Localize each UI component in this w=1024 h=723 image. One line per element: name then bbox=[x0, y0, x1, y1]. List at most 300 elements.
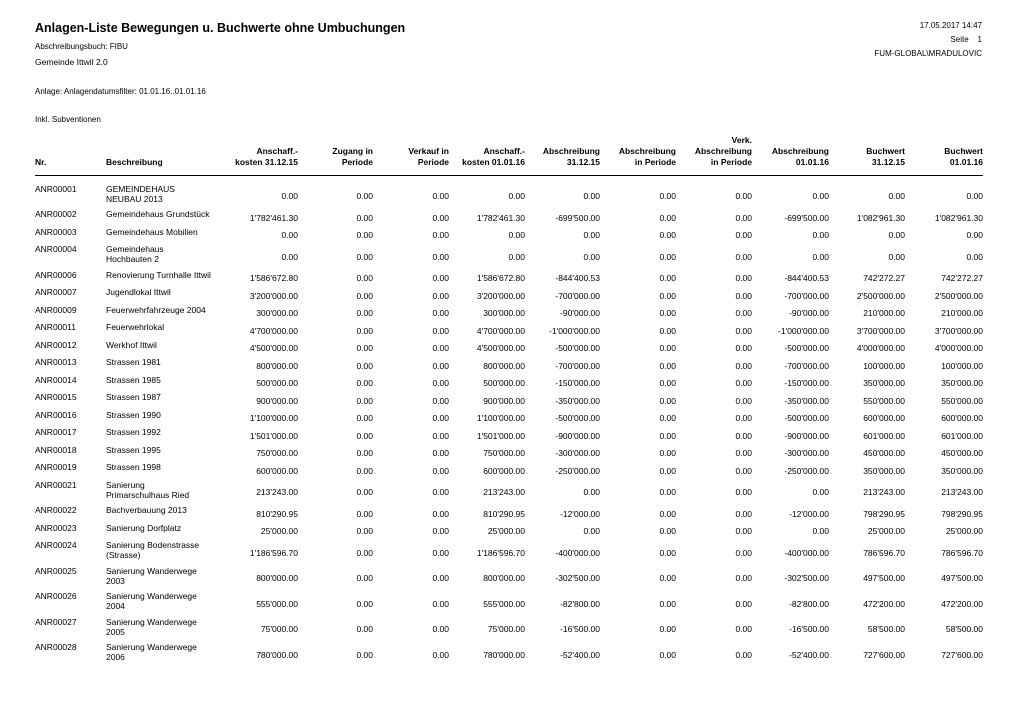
amount-cell: 800'000.00 bbox=[483, 360, 525, 371]
amount-cell: 0.00 bbox=[966, 251, 983, 262]
table-row bbox=[35, 566, 983, 592]
asset-description bbox=[106, 184, 228, 210]
description-line-1: Strassen 1985 bbox=[106, 374, 161, 385]
asset-number: ANR00025 bbox=[35, 565, 77, 576]
amount-cell: 1'501'000.00 bbox=[476, 430, 525, 441]
print-datetime: 17.05.2017 14:47 bbox=[919, 21, 982, 30]
description-line-1: Feuerwehrlokal bbox=[106, 322, 165, 332]
asset-description bbox=[106, 287, 228, 305]
amount-cell: 786'596.70 bbox=[941, 547, 983, 558]
amount-cell: 0.00 bbox=[812, 251, 829, 262]
amount-cell: 600'000.00 bbox=[483, 465, 525, 476]
asset-number: ANR00023 bbox=[35, 522, 77, 533]
amount-cell: 0.00 bbox=[356, 573, 373, 584]
amount-cell: 0.00 bbox=[966, 230, 983, 241]
amount-cell: 0.00 bbox=[735, 290, 752, 301]
description-line-1: Gemeindehaus bbox=[106, 244, 164, 254]
amount-cell: 555'000.00 bbox=[256, 598, 298, 609]
amount-cell: 75'000.00 bbox=[487, 624, 525, 635]
amount-cell: 3'200'000.00 bbox=[476, 290, 525, 301]
amount-cell: 450'000.00 bbox=[863, 448, 905, 459]
amount-cell: 1'082'961.30 bbox=[856, 212, 905, 223]
table-row bbox=[35, 392, 983, 410]
col-header-book-value-end: Buchwert 01.01.16 bbox=[905, 135, 983, 176]
amount-cell: 0.00 bbox=[659, 508, 676, 519]
amount-cell: 0.00 bbox=[735, 598, 752, 609]
amount-cell: 58'500.00 bbox=[867, 624, 905, 635]
amount-cell: 1'082'961.30 bbox=[934, 212, 983, 223]
amount-cell: 350'000.00 bbox=[863, 465, 905, 476]
amount-cell: 810'290.95 bbox=[483, 508, 525, 519]
amount-cell: 472'200.00 bbox=[941, 598, 983, 609]
description-line-2: 2003 bbox=[106, 575, 125, 586]
amount-cell: 0.00 bbox=[356, 325, 373, 336]
amount-cell: 0.00 bbox=[888, 251, 905, 262]
amount-cell: -52'400.00 bbox=[560, 649, 600, 660]
amount-cell: 213'243.00 bbox=[863, 487, 905, 498]
amount-cell: -699'500.00 bbox=[555, 212, 600, 223]
amount-cell: 0.00 bbox=[659, 598, 676, 609]
asset-description bbox=[106, 340, 228, 358]
amount-cell: 3'700'000.00 bbox=[934, 325, 983, 336]
table-row bbox=[35, 642, 983, 668]
description-line-2: 2006 bbox=[106, 652, 125, 662]
amount-cell: 0.00 bbox=[735, 273, 752, 284]
amount-cell: 0.00 bbox=[735, 547, 752, 558]
amount-cell: 0.00 bbox=[812, 487, 829, 498]
description-line-1: Sanierung Dorfplatz bbox=[106, 522, 182, 533]
asset-description bbox=[106, 505, 228, 523]
amount-cell: 0.00 bbox=[735, 465, 752, 476]
amount-cell: 0.00 bbox=[659, 191, 676, 202]
amount-cell: 350'000.00 bbox=[941, 465, 983, 476]
description-line-2: (Strasse) bbox=[106, 550, 141, 560]
description-line-1: Strassen 1995 bbox=[106, 444, 161, 455]
amount-cell: 0.00 bbox=[659, 273, 676, 284]
table-row bbox=[35, 462, 983, 480]
asset-number: ANR00002 bbox=[35, 209, 77, 219]
amount-cell: 0.00 bbox=[659, 395, 676, 406]
table-row bbox=[35, 505, 983, 523]
description-line-1: Gemeindehaus Grundstück bbox=[106, 209, 210, 219]
asset-description bbox=[106, 445, 228, 463]
amount-cell: -900'000.00 bbox=[784, 430, 829, 441]
amount-cell: 0.00 bbox=[356, 360, 373, 371]
table-row bbox=[35, 305, 983, 323]
table-row bbox=[35, 244, 983, 270]
asset-number: ANR00017 bbox=[35, 427, 77, 437]
asset-description bbox=[106, 392, 228, 410]
amount-cell: 1'100'000.00 bbox=[249, 413, 298, 424]
table-row bbox=[35, 540, 983, 566]
amount-cell: 800'000.00 bbox=[256, 573, 298, 584]
asset-description bbox=[106, 523, 228, 541]
amount-cell: 0.00 bbox=[812, 230, 829, 241]
amount-cell: 472'200.00 bbox=[863, 598, 905, 609]
table-row bbox=[35, 445, 983, 463]
asset-number: ANR00003 bbox=[35, 226, 77, 237]
amount-cell: 0.00 bbox=[432, 649, 449, 660]
amount-cell: 0.00 bbox=[356, 508, 373, 519]
amount-cell: 3'700'000.00 bbox=[856, 325, 905, 336]
asset-number: ANR00026 bbox=[35, 591, 77, 601]
amount-cell: 0.00 bbox=[432, 465, 449, 476]
amount-cell: 0.00 bbox=[659, 547, 676, 558]
amount-cell: 0.00 bbox=[659, 465, 676, 476]
col-header-disposal-depreciation: Verk. Abschreibung in Periode bbox=[676, 135, 752, 176]
asset-number: ANR00007 bbox=[35, 287, 77, 297]
amount-cell: 1'186'596.70 bbox=[249, 547, 298, 558]
date-filter: Anlage: Anlagendatumsfilter: 01.01.16..01.01.16 bbox=[35, 87, 206, 96]
amount-cell: 750'000.00 bbox=[483, 448, 525, 459]
table-row bbox=[35, 357, 983, 375]
amount-cell: 0.00 bbox=[432, 547, 449, 558]
table-row bbox=[35, 227, 983, 245]
col-header-additions: Zugang in Periode bbox=[298, 135, 373, 176]
amount-cell: 0.00 bbox=[735, 508, 752, 519]
amount-cell: 210'000.00 bbox=[941, 308, 983, 319]
amount-cell: 213'243.00 bbox=[941, 487, 983, 498]
amount-cell: -700'000.00 bbox=[555, 290, 600, 301]
description-line-1: Sanierung Wanderwege bbox=[106, 591, 197, 601]
asset-description bbox=[106, 427, 228, 445]
amount-cell: 0.00 bbox=[432, 430, 449, 441]
amount-cell: 4'500'000.00 bbox=[249, 343, 298, 354]
amount-cell: -900'000.00 bbox=[555, 430, 600, 441]
amount-cell: -699'500.00 bbox=[784, 212, 829, 223]
amount-cell: 0.00 bbox=[356, 395, 373, 406]
amount-cell: 0.00 bbox=[659, 290, 676, 301]
amount-cell: -500'000.00 bbox=[555, 413, 600, 424]
amount-cell: 0.00 bbox=[659, 573, 676, 584]
amount-cell: 25'000.00 bbox=[867, 526, 905, 537]
amount-cell: 727'600.00 bbox=[941, 649, 983, 660]
col-header-disposals: Verkauf in Periode bbox=[373, 135, 449, 176]
description-line-2: 2004 bbox=[106, 601, 125, 611]
description-line-1: Werkhof Ittwil bbox=[106, 339, 157, 350]
description-line-1: Sanierung bbox=[106, 479, 145, 490]
amount-cell: 810'290.95 bbox=[256, 508, 298, 519]
amount-cell: 600'000.00 bbox=[863, 413, 905, 424]
col-header-book-value-start: Buchwert 31.12.15 bbox=[829, 135, 905, 176]
table-row bbox=[35, 523, 983, 541]
amount-cell: 450'000.00 bbox=[941, 448, 983, 459]
col-header-depreciation-period: Abschreibung in Periode bbox=[600, 135, 676, 176]
amount-cell: 1'782'461.30 bbox=[476, 212, 525, 223]
amount-cell: 58'500.00 bbox=[945, 624, 983, 635]
asset-description bbox=[106, 209, 228, 227]
asset-number: ANR00022 bbox=[35, 505, 77, 515]
col-header-description: Beschreibung bbox=[106, 135, 228, 176]
description-line-1: Strassen 1998 bbox=[106, 462, 161, 472]
amount-cell: 0.00 bbox=[735, 573, 752, 584]
asset-number: ANR00004 bbox=[35, 244, 77, 254]
amount-cell: 0.00 bbox=[659, 212, 676, 223]
asset-description bbox=[106, 410, 228, 428]
col-header-acquisition-cost-end: Anschaff.- kosten 01.01.16 bbox=[449, 135, 525, 176]
amount-cell: 0.00 bbox=[432, 413, 449, 424]
description-line-1: Sanierung Wanderwege bbox=[106, 565, 197, 576]
amount-cell: 0.00 bbox=[356, 448, 373, 459]
asset-number: ANR00006 bbox=[35, 269, 77, 280]
amount-cell: -350'000.00 bbox=[555, 395, 600, 406]
asset-description bbox=[106, 540, 228, 566]
amount-cell: 0.00 bbox=[583, 487, 600, 498]
amount-cell: 500'000.00 bbox=[256, 378, 298, 389]
amount-cell: 0.00 bbox=[659, 230, 676, 241]
amount-cell: 0.00 bbox=[735, 448, 752, 459]
amount-cell: 727'600.00 bbox=[863, 649, 905, 660]
amount-cell: 0.00 bbox=[432, 230, 449, 241]
amount-cell: 75'000.00 bbox=[260, 624, 298, 635]
asset-number: ANR00024 bbox=[35, 540, 77, 550]
asset-description bbox=[106, 591, 228, 617]
amount-cell: 1'586'672.80 bbox=[249, 273, 298, 284]
amount-cell: 786'596.70 bbox=[863, 547, 905, 558]
asset-number: ANR00012 bbox=[35, 339, 77, 350]
amount-cell: 350'000.00 bbox=[863, 378, 905, 389]
asset-description bbox=[106, 227, 228, 245]
amount-cell: 600'000.00 bbox=[256, 465, 298, 476]
amount-cell: 0.00 bbox=[356, 230, 373, 241]
description-line-1: Strassen 1987 bbox=[106, 392, 161, 402]
amount-cell: 500'000.00 bbox=[483, 378, 525, 389]
amount-cell: 1'586'672.80 bbox=[476, 273, 525, 284]
description-line-1: Bachverbauung 2013 bbox=[106, 505, 187, 515]
asset-number: ANR00014 bbox=[35, 374, 77, 385]
amount-cell: 213'243.00 bbox=[483, 487, 525, 498]
amount-cell: 0.00 bbox=[735, 487, 752, 498]
col-header-depreciation-end: Abschreibung 01.01.16 bbox=[752, 135, 829, 176]
amount-cell: 0.00 bbox=[356, 343, 373, 354]
amount-cell: 0.00 bbox=[659, 251, 676, 262]
asset-description bbox=[106, 480, 228, 506]
amount-cell: 300'000.00 bbox=[256, 308, 298, 319]
amount-cell: -700'000.00 bbox=[555, 360, 600, 371]
col-header-acquisition-cost-start: Anschaff.- kosten 31.12.15 bbox=[228, 135, 298, 176]
table-header-row bbox=[35, 135, 983, 176]
description-line-1: Sanierung Wanderwege bbox=[106, 642, 197, 652]
amount-cell: 25'000.00 bbox=[487, 526, 525, 537]
asset-number: ANR00021 bbox=[35, 479, 77, 490]
amount-cell: 0.00 bbox=[508, 191, 525, 202]
amount-cell: 213'243.00 bbox=[256, 487, 298, 498]
amount-cell: 0.00 bbox=[432, 325, 449, 336]
amount-cell: 0.00 bbox=[659, 448, 676, 459]
amount-cell: 0.00 bbox=[888, 191, 905, 202]
description-line-1: Renovierung Turnhalle Ittwil bbox=[106, 269, 211, 280]
amount-cell: -500'000.00 bbox=[555, 343, 600, 354]
amount-cell: 0.00 bbox=[432, 273, 449, 284]
amount-cell: 1'186'596.70 bbox=[476, 547, 525, 558]
amount-cell: 600'000.00 bbox=[941, 413, 983, 424]
amount-cell: 497'500.00 bbox=[863, 573, 905, 584]
amount-cell: 0.00 bbox=[356, 413, 373, 424]
asset-description bbox=[106, 305, 228, 323]
page-indicator bbox=[950, 35, 982, 44]
description-line-2: NEUBAU 2013 bbox=[106, 193, 163, 204]
amount-cell: 0.00 bbox=[812, 191, 829, 202]
amount-cell: 0.00 bbox=[356, 649, 373, 660]
asset-number: ANR00028 bbox=[35, 642, 77, 652]
amount-cell: 0.00 bbox=[432, 251, 449, 262]
table-row bbox=[35, 340, 983, 358]
amount-cell: 0.00 bbox=[659, 413, 676, 424]
amount-cell: -300'000.00 bbox=[784, 448, 829, 459]
amount-cell: 3'200'000.00 bbox=[249, 290, 298, 301]
amount-cell: 0.00 bbox=[735, 526, 752, 537]
amount-cell: 0.00 bbox=[281, 251, 298, 262]
amount-cell: 0.00 bbox=[735, 212, 752, 223]
amount-cell: 0.00 bbox=[356, 290, 373, 301]
amount-cell: 0.00 bbox=[356, 273, 373, 284]
amount-cell: 0.00 bbox=[432, 508, 449, 519]
amount-cell: 25'000.00 bbox=[260, 526, 298, 537]
table-row bbox=[35, 617, 983, 643]
description-line-1: Strassen 1992 bbox=[106, 427, 161, 437]
amount-cell: 750'000.00 bbox=[256, 448, 298, 459]
description-line-2: Primarschulhaus Ried bbox=[106, 489, 190, 500]
amount-cell: 1'100'000.00 bbox=[476, 413, 525, 424]
amount-cell: 0.00 bbox=[432, 308, 449, 319]
amount-cell: 0.00 bbox=[432, 448, 449, 459]
asset-number: ANR00015 bbox=[35, 392, 77, 402]
asset-number: ANR00009 bbox=[35, 304, 77, 315]
amount-cell: 0.00 bbox=[659, 343, 676, 354]
amount-cell: 0.00 bbox=[659, 360, 676, 371]
amount-cell: 100'000.00 bbox=[863, 360, 905, 371]
amount-cell: 4'000'000.00 bbox=[934, 343, 983, 354]
amount-cell: 601'000.00 bbox=[941, 430, 983, 441]
amount-cell: 798'290.95 bbox=[863, 508, 905, 519]
amount-cell: 0.00 bbox=[432, 395, 449, 406]
amount-cell: 0.00 bbox=[659, 308, 676, 319]
amount-cell: 0.00 bbox=[735, 230, 752, 241]
amount-cell: 0.00 bbox=[735, 325, 752, 336]
table-row bbox=[35, 480, 983, 506]
amount-cell: 0.00 bbox=[432, 378, 449, 389]
amount-cell: -300'000.00 bbox=[555, 448, 600, 459]
amount-cell: 0.00 bbox=[659, 487, 676, 498]
amount-cell: -12'000.00 bbox=[789, 508, 829, 519]
user-name: FUM-GLOBAL\MRADULOVIC bbox=[874, 49, 982, 58]
amount-cell: 1'501'000.00 bbox=[249, 430, 298, 441]
amount-cell: 1'782'461.30 bbox=[249, 212, 298, 223]
amount-cell: 0.00 bbox=[659, 649, 676, 660]
description-line-1: Sanierung Bodenstrasse bbox=[106, 540, 200, 550]
amount-cell: 0.00 bbox=[432, 290, 449, 301]
amount-cell: 780'000.00 bbox=[256, 649, 298, 660]
asset-description bbox=[106, 642, 228, 668]
amount-cell: -400'000.00 bbox=[555, 547, 600, 558]
asset-description bbox=[106, 617, 228, 643]
amount-cell: -16'500.00 bbox=[789, 624, 829, 635]
amount-cell: 0.00 bbox=[659, 624, 676, 635]
amount-cell: -302'500.00 bbox=[784, 573, 829, 584]
amount-cell: 0.00 bbox=[432, 360, 449, 371]
amount-cell: -250'000.00 bbox=[784, 465, 829, 476]
amount-cell: 900'000.00 bbox=[256, 395, 298, 406]
amount-cell: 0.00 bbox=[432, 624, 449, 635]
table-row bbox=[35, 287, 983, 305]
amount-cell: 0.00 bbox=[659, 325, 676, 336]
table-row bbox=[35, 209, 983, 227]
amount-cell: 800'000.00 bbox=[256, 360, 298, 371]
page-number: 1 bbox=[977, 35, 982, 44]
asset-number: ANR00016 bbox=[35, 409, 77, 420]
asset-description bbox=[106, 322, 228, 340]
description-line-1: GEMEINDEHAUS bbox=[106, 183, 175, 194]
amount-cell: 0.00 bbox=[432, 212, 449, 223]
amount-cell: 0.00 bbox=[356, 378, 373, 389]
amount-cell: 0.00 bbox=[735, 191, 752, 202]
amount-cell: 0.00 bbox=[432, 598, 449, 609]
amount-cell: 798'290.95 bbox=[941, 508, 983, 519]
description-line-1: Strassen 1990 bbox=[106, 409, 161, 420]
amount-cell: 497'500.00 bbox=[941, 573, 983, 584]
amount-cell: 0.00 bbox=[432, 573, 449, 584]
amount-cell: -500'000.00 bbox=[784, 343, 829, 354]
col-header-depreciation-start: Abschreibung 31.12.15 bbox=[525, 135, 600, 176]
amount-cell: -250'000.00 bbox=[555, 465, 600, 476]
asset-number: ANR00019 bbox=[35, 462, 77, 472]
amount-cell: 900'000.00 bbox=[483, 395, 525, 406]
amount-cell: 0.00 bbox=[356, 526, 373, 537]
amount-cell: 0.00 bbox=[735, 251, 752, 262]
amount-cell: 0.00 bbox=[356, 251, 373, 262]
amount-cell: 350'000.00 bbox=[941, 378, 983, 389]
amount-cell: 300'000.00 bbox=[483, 308, 525, 319]
table-row bbox=[35, 591, 983, 617]
amount-cell: 100'000.00 bbox=[941, 360, 983, 371]
amount-cell: -844'400.53 bbox=[784, 273, 829, 284]
amount-cell: 0.00 bbox=[356, 191, 373, 202]
amount-cell: -302'500.00 bbox=[555, 573, 600, 584]
amount-cell: 0.00 bbox=[659, 430, 676, 441]
amount-cell: 0.00 bbox=[356, 547, 373, 558]
amount-cell: 0.00 bbox=[735, 360, 752, 371]
amount-cell: -1'000'000.00 bbox=[549, 325, 600, 336]
description-line-1: Feuerwehrfahrzeuge 2004 bbox=[106, 304, 206, 315]
amount-cell: 742'272.27 bbox=[863, 273, 905, 284]
table-row bbox=[35, 410, 983, 428]
amount-cell: -700'000.00 bbox=[784, 290, 829, 301]
amount-cell: 0.00 bbox=[812, 526, 829, 537]
amount-cell: 0.00 bbox=[735, 308, 752, 319]
amount-cell: 0.00 bbox=[356, 308, 373, 319]
description-line-1: Strassen 1981 bbox=[106, 357, 161, 367]
amount-cell: -500'000.00 bbox=[784, 413, 829, 424]
asset-description bbox=[106, 357, 228, 375]
asset-description bbox=[106, 462, 228, 480]
amount-cell: 210'000.00 bbox=[863, 308, 905, 319]
amount-cell: -82'800.00 bbox=[560, 598, 600, 609]
description-line-1: Jugendlokal Ittwil bbox=[106, 287, 171, 297]
amount-cell: 4'700'000.00 bbox=[476, 325, 525, 336]
description-line-2: 2005 bbox=[106, 626, 125, 637]
amount-cell: 555'000.00 bbox=[483, 598, 525, 609]
amount-cell: 2'500'000.00 bbox=[934, 290, 983, 301]
amount-cell: -150'000.00 bbox=[555, 378, 600, 389]
amount-cell: 0.00 bbox=[583, 526, 600, 537]
amount-cell: 0.00 bbox=[356, 598, 373, 609]
amount-cell: -82'800.00 bbox=[789, 598, 829, 609]
asset-description bbox=[106, 375, 228, 393]
table-row bbox=[35, 270, 983, 288]
amount-cell: 0.00 bbox=[356, 465, 373, 476]
amount-cell: 4'000'000.00 bbox=[856, 343, 905, 354]
amount-cell: 0.00 bbox=[735, 395, 752, 406]
